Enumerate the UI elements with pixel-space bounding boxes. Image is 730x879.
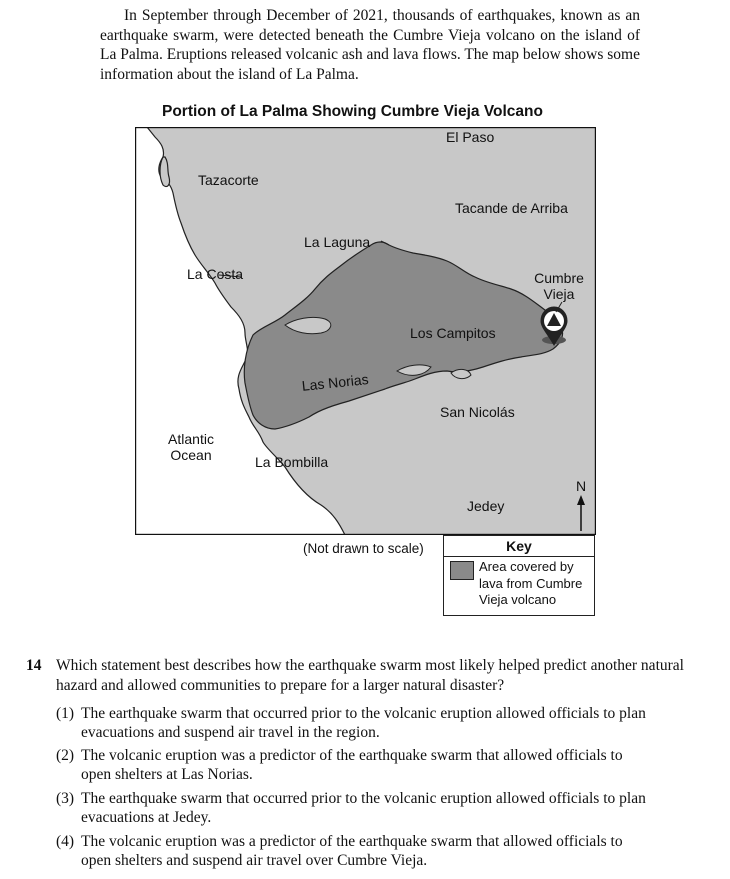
volcano-marker <box>541 307 567 345</box>
label-jedey: Jedey <box>467 498 505 514</box>
label-tazacorte: Tazacorte <box>198 172 259 188</box>
option-text: The volcanic eruption was a predictor of the earthquake swarm that allowed officials to open shelters and suspend air travel over Cumbre Vieja. <box>81 833 623 869</box>
option-number: (2) <box>56 747 75 764</box>
label-north: N <box>576 478 587 494</box>
key-entry <box>479 559 582 609</box>
label-la-laguna: La Laguna <box>304 234 371 250</box>
label-cumbre-line1: Cumbre <box>534 270 584 286</box>
key-entry-line2: lava from Cumbre <box>479 575 583 591</box>
intro-passage <box>100 6 640 84</box>
label-el-paso: El Paso <box>446 129 495 145</box>
label-atlantic-line2: Ocean <box>170 447 212 463</box>
label-cumbre-vieja <box>531 270 587 302</box>
scale-note: (Not drawn to scale) <box>303 541 424 556</box>
intro-text: In September through December of 2021, thousands of earthquakes, known as an earthquake swarm, were detected beneath the Cumbre Vieja volcano on the island of La Palma. Eruptions released volcanic ash and lava flows. The map below shows some information about the island of La Palma. <box>100 7 640 83</box>
label-atlantic-line1: Atlantic <box>168 431 214 447</box>
option-number: (1) <box>56 705 75 722</box>
key-entry-line3: Vieja volcano <box>479 592 557 607</box>
option-text: The earthquake swarm that occurred prior to the volcanic eruption allowed officials to plan evacuations and suspend air travel in the region. <box>81 705 646 741</box>
option-text: The earthquake swarm that occurred prior to the volcanic eruption allowed officials to plan evacuations at Jedey. <box>81 790 646 826</box>
label-tacande: Tacande de Arriba <box>455 200 568 216</box>
label-la-bombilla: La Bombilla <box>255 454 329 470</box>
label-la-costa: La Costa <box>187 266 244 282</box>
map-graphic <box>135 127 596 535</box>
question-text: Which statement best describes how the earthquake swarm most likely helped predict another natural hazard and allowed communities to prepare for a larger natural disaster? <box>56 657 684 694</box>
map-title: Portion of La Palma Showing Cumbre Vieja Volcano <box>162 103 543 120</box>
option-number: (3) <box>56 790 75 807</box>
question-number: 14 <box>26 657 42 674</box>
lava-swatch <box>450 561 474 580</box>
label-las-norias: Las Norias <box>301 371 370 394</box>
key-entry-line1: Area covered by <box>479 559 574 574</box>
label-atlantic-ocean <box>163 431 219 463</box>
label-los-campitos: Los Campitos <box>410 325 496 341</box>
map <box>135 127 596 535</box>
option-text: The volcanic eruption was a predictor of the earthquake swarm that allowed officials to open shelters at Las Norias. <box>81 747 623 783</box>
option-number: (4) <box>56 833 75 850</box>
label-cumbre-line2: Vieja <box>543 286 575 302</box>
label-san-nicolas: San Nicolás <box>440 404 515 420</box>
key-title: Key <box>444 536 594 557</box>
map-key <box>443 535 595 616</box>
